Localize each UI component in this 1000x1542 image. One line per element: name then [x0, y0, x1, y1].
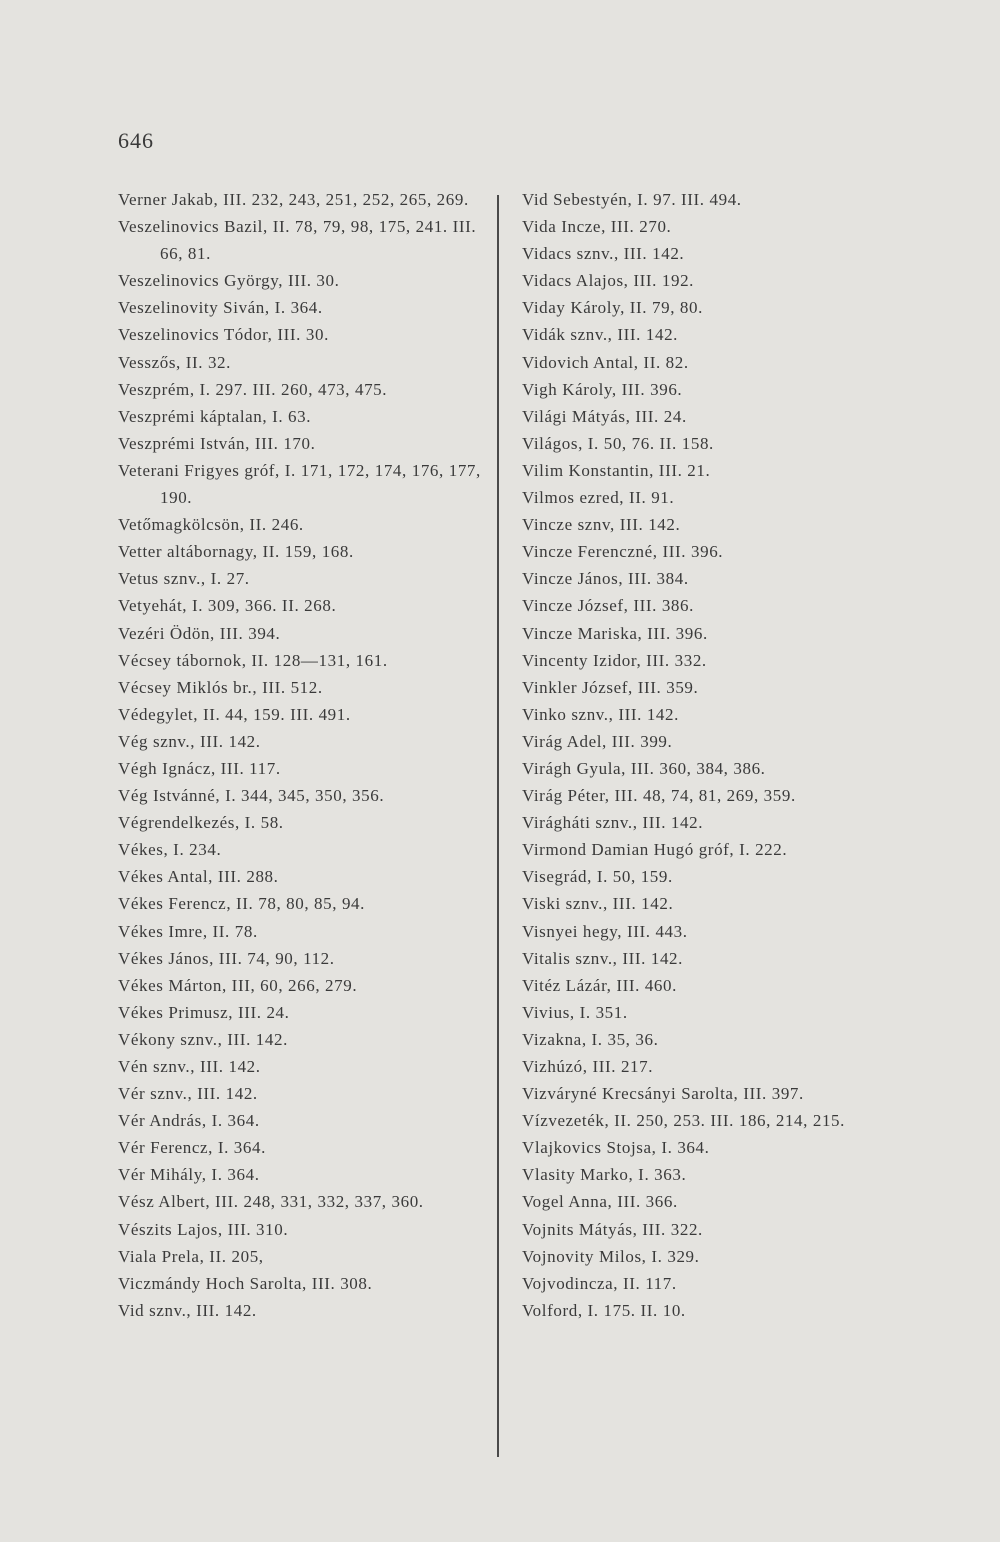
index-entry: Vojvodincza, II. 117.	[522, 1273, 677, 1293]
index-entry: Vészits Lajos, III. 310.	[118, 1219, 289, 1239]
index-entry: Vékes Primusz, III. 24.	[118, 1002, 290, 1022]
index-entry: Vincze János, III. 384.	[522, 569, 689, 589]
index-entry: Veszelinovics Tódor, III. 30.	[118, 325, 329, 345]
index-entry: Végrendelkezés, I. 58.	[118, 813, 284, 833]
index-entry: Vékes Márton, III, 60, 266, 279.	[118, 975, 358, 995]
index-entry: Virágháti sznv., III. 142.	[522, 813, 704, 833]
index-entry: Viala Prela, II. 205,	[118, 1246, 264, 1266]
index-entry: Vetter altábornagy, II. 159, 168.	[118, 542, 354, 562]
index-entry: Vincze Mariska, III. 396.	[522, 623, 708, 643]
index-entry: Volford, I. 175. II. 10.	[522, 1300, 686, 1320]
index-entry: Világos, I. 50, 76. II. 158.	[522, 433, 714, 453]
index-entry: Vékes Imre, II. 78.	[118, 921, 258, 941]
index-entry: Világi Mátyás, III. 24.	[522, 406, 687, 426]
index-entry: Vilim Konstantin, III. 21.	[522, 460, 711, 480]
index-entry: Vizváryné Krecsányi Sarolta, III. 397.	[522, 1084, 804, 1104]
index-entry: Vida Incze, III. 270.	[522, 217, 672, 237]
index-entry: Vékes János, III. 74, 90, 112.	[118, 948, 335, 968]
index-entry: Vivius, I. 351.	[522, 1002, 628, 1022]
index-entry: Vidacs sznv., III. 142.	[522, 244, 685, 264]
index-entry: Védegylet, II. 44, 159. III. 491.	[118, 704, 351, 724]
index-entry: Vér Ferencz, I. 364.	[118, 1138, 266, 1158]
index-entry: Visegrád, I. 50, 159.	[522, 867, 673, 887]
index-entry: Vér sznv., III. 142.	[118, 1084, 258, 1104]
index-entry: Vég Istvánné, I. 344, 345, 350, 356.	[118, 786, 385, 806]
index-entry: Vécsey tábornok, II. 128—131, 161.	[118, 650, 388, 670]
index-entry: Virágh Gyula, III. 360, 384, 386.	[522, 758, 766, 778]
index-entry: Vitalis sznv., III. 142.	[522, 948, 683, 968]
index-entry: Vízvezeték, II. 250, 253. III. 186, 214, 215.	[522, 1111, 846, 1131]
index-entry: Vincze sznv, III. 142.	[522, 515, 681, 535]
index-entry: Vékes Antal, III. 288.	[118, 867, 279, 887]
index-entry: Végh Ignácz, III. 117.	[118, 758, 281, 778]
index-entry: Vlajkovics Stojsa, I. 364.	[522, 1138, 710, 1158]
index-entry: Vetőmagkölcsön, II. 246.	[118, 515, 304, 535]
index-entry: Vogel Anna, III. 366.	[522, 1192, 678, 1212]
index-entry: Veszprémi István, III. 170.	[118, 433, 316, 453]
index-entry: Vér Mihály, I. 364.	[118, 1165, 260, 1185]
index-entry: Veszprém, I. 297. III. 260, 473, 475.	[118, 379, 388, 399]
index-entry: Vincze Ferenczné, III. 396.	[522, 542, 724, 562]
index-entry: Veszelinovics György, III. 30.	[118, 271, 340, 291]
index-entry: Vékes, I. 234.	[118, 840, 222, 860]
index-entry: Vén sznv., III. 142.	[118, 1057, 261, 1076]
index-entry: Vidovich Antal, II. 82.	[522, 352, 689, 372]
index-entry: Veszelinovity Siván, I. 364.	[118, 298, 323, 318]
index-entry: Vékony sznv., III. 142.	[118, 1029, 288, 1049]
index-entry: Viday Károly, II. 79, 80.	[522, 298, 703, 318]
index-entry: Vinkler József, III. 359.	[522, 677, 699, 697]
index-entry: Vilmos ezred, II. 91.	[522, 488, 675, 508]
index-entry: Vitéz Lázár, III. 460.	[522, 975, 677, 995]
column-divider	[497, 195, 499, 1457]
index-entry: Veszprémi káptalan, I. 63.	[118, 406, 312, 426]
index-column-left	[118, 186, 490, 1324]
index-entry: Viski sznv., III. 142.	[522, 894, 674, 914]
index-entry: Vinko sznv., III. 142.	[522, 704, 679, 724]
index-entry: Vincze József, III. 386.	[522, 596, 694, 616]
index-entry: Vész Albert, III. 248, 331, 332, 337, 360.	[118, 1192, 424, 1212]
index-entry: Veszelinovics Bazil, II. 78, 79, 98, 175, 241. III. 66, 81.	[118, 217, 477, 264]
page-number: 646	[118, 128, 154, 153]
index-entry: Vizakna, I. 35, 36.	[522, 1029, 659, 1049]
index-entry: Viczmándy Hoch Sarolta, III. 308.	[118, 1273, 373, 1293]
index-entry: Vesszős, II. 32.	[118, 352, 232, 372]
index-entry: Vezéri Ödön, III. 394.	[118, 623, 281, 643]
index-entry: Verner Jakab, III. 232, 243, 251, 252, 265, 269.	[118, 190, 469, 209]
index-entry: Vetyehát, I. 309, 366. II. 268.	[118, 596, 337, 616]
index-entry: Vid Sebestyén, I. 97. III. 494.	[522, 190, 742, 209]
index-entry: Vigh Károly, III. 396.	[522, 379, 683, 399]
index-entry: Vojnovity Milos, I. 329.	[522, 1246, 700, 1266]
index-entry: Virág Péter, III. 48, 74, 81, 269, 359.	[522, 786, 796, 806]
index-entry: Vécsey Miklós br., III. 512.	[118, 677, 323, 697]
index-entry: Visnyei hegy, III. 443.	[522, 921, 688, 941]
index-entry: Virág Adel, III. 399.	[522, 731, 673, 751]
index-entry: Vid sznv., III. 142.	[118, 1300, 257, 1320]
index-entry: Vér András, I. 364.	[118, 1111, 260, 1131]
index-entry: Vékes Ferencz, II. 78, 80, 85, 94.	[118, 894, 366, 914]
index-entry: Vizhúzó, III. 217.	[522, 1057, 654, 1076]
index-entry: Vincenty Izidor, III. 332.	[522, 650, 707, 670]
index-entry: Vlasity Marko, I. 363.	[522, 1165, 687, 1185]
index-entry: Vojnits Mátyás, III. 322.	[522, 1219, 703, 1239]
index-column-right	[522, 186, 902, 1324]
index-entry: Vetus sznv., I. 27.	[118, 569, 250, 589]
index-entry: Vidák sznv., III. 142.	[522, 325, 679, 345]
index-entry: Vég sznv., III. 142.	[118, 731, 261, 751]
index-entry: Veterani Frigyes gróf, I. 171, 172, 174, 176, 177, 190.	[118, 460, 481, 508]
index-entry: Vidacs Alajos, III. 192.	[522, 271, 695, 291]
index-entry: Virmond Damian Hugó gróf, I. 222.	[522, 840, 788, 860]
